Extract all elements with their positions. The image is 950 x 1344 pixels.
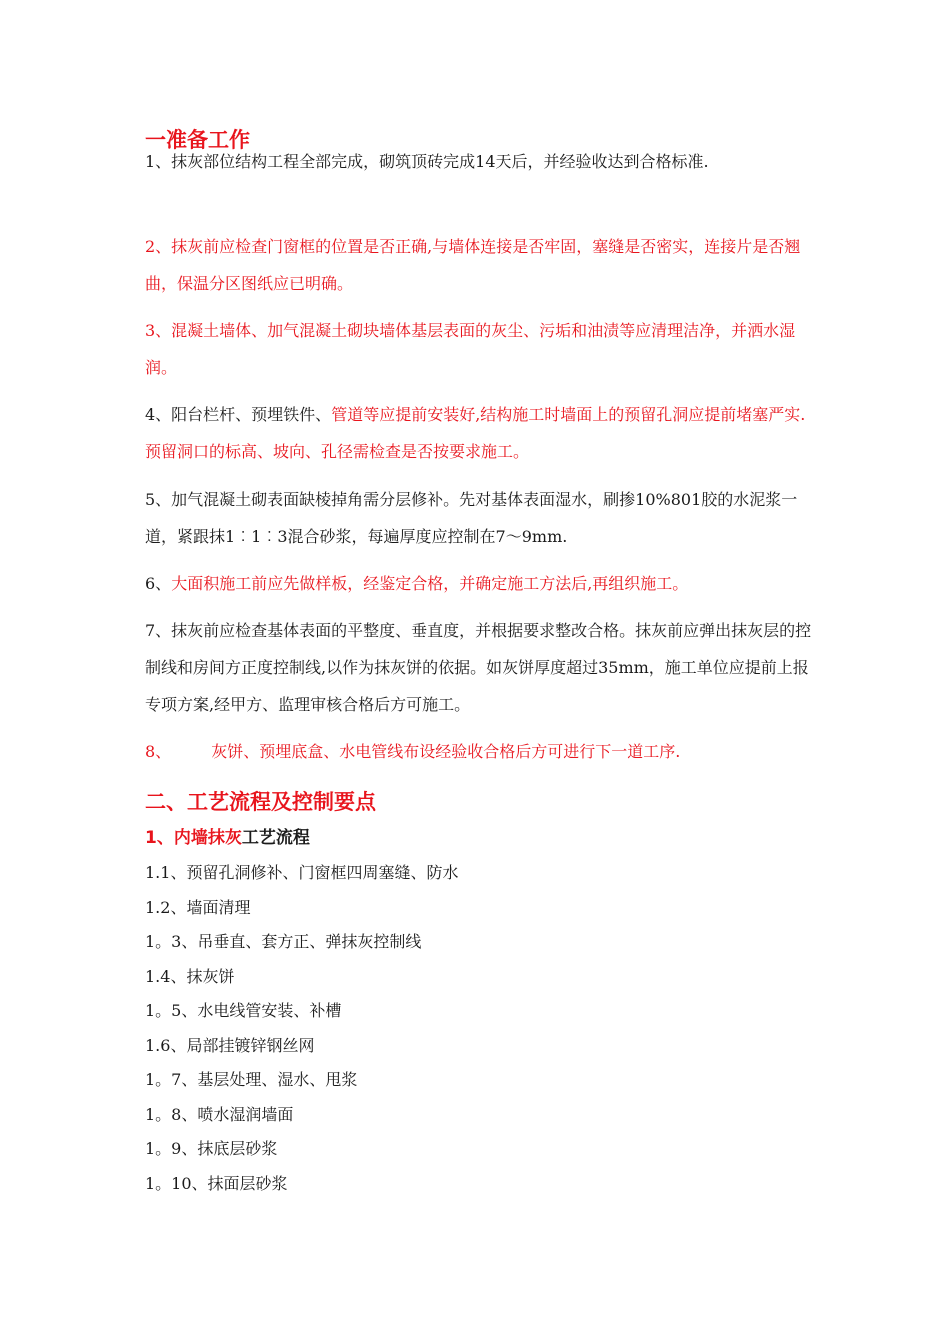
paragraph-4-part-b: 管道等 — [331, 405, 380, 424]
paragraph-4-part-c: 应提前安装好,结构施工时墙面上的预留孔洞应提前堵塞严实.预留洞口的标高、坡向、孔径需检查是否按要求施工。 — [145, 405, 806, 461]
list-item: 1。5、水电线管安装、补槽 — [145, 1001, 342, 1020]
paragraph-4 — [145, 396, 817, 470]
paragraph-2: 2、抹灰前应检查门窗框的位置是否正确,与墙体连接是否牢固，塞缝是否密实，连接片是否翘曲，保温分区图纸应已明确。 — [145, 237, 801, 293]
list-item: 1.4、抹灰饼 — [145, 967, 235, 986]
subsection-heading-black: 工艺流程 — [241, 828, 310, 848]
section-heading-preparation: 一准备工作 — [145, 128, 250, 152]
paragraph-8-number: 8、 — [145, 742, 172, 761]
list-item: 1.2、墙面清理 — [145, 898, 251, 917]
paragraph-6 — [145, 565, 817, 602]
list-item: 1.6、局部挂镀锌钢丝网 — [145, 1036, 315, 1055]
subsection-heading-red: 1、内墙抹灰 — [145, 828, 242, 848]
paragraph-7: 7、抹灰前应检查基体表面的平整度、垂直度，并根据要求整改合格。抹灰前应弹出抹灰层的控制线和房间方正度控制线,以作为抹灰饼的依据。如灰饼厚度超过35mm，施工单位应提前上报专项方案,经甲方、监理审核合格后方可施工。 — [145, 621, 812, 714]
list-item: 1.1、预留孔洞修补、门窗框四周塞缝、防水 — [145, 863, 459, 882]
list-item: 1。9、抹底层砂浆 — [145, 1139, 278, 1158]
paragraph-8-text: 灰饼、预埋底盒、水电管线布设经验收合格后方可进行下一道工序. — [211, 742, 681, 761]
paragraph-5: 5、加气混凝土砌表面缺棱掉角需分层修补。先对基体表面湿水，刷掺10%801胶的水泥浆一道，紧跟抹1︰1︰3混合砂浆，每遍厚度应控制在7～9mm. — [145, 490, 798, 546]
paragraph-6-number: 6、 — [145, 574, 172, 593]
paragraph-4-part-a: 4、阳台栏杆、预埋铁件、 — [145, 405, 332, 424]
subsection-heading — [145, 823, 310, 848]
paragraph-6-text: 大面积施工前应先做样板，经鉴定合格，并确定施工方法后,再组织施工。 — [171, 574, 689, 593]
list-item: 1。3、吊垂直、套方正、弹抹灰控制线 — [145, 932, 422, 951]
list-item: 1。10、抹面层砂浆 — [145, 1174, 288, 1193]
paragraph-8 — [145, 733, 817, 770]
section-heading-process: 二、工艺流程及控制要点 — [145, 790, 376, 814]
list-item: 1。8、喷水湿润墙面 — [145, 1105, 294, 1124]
paragraph-3: 3、混凝土墙体、加气混凝土砌块墙体基层表面的灰尘、污垢和油渍等应清理洁净，并洒水湿润。 — [145, 321, 796, 377]
list-item: 1。7、基层处理、湿水、甩浆 — [145, 1070, 358, 1089]
paragraph-1: 1、抹灰部位结构工程全部完成，砌筑顶砖完成14天后，并经验收达到合格标准. — [145, 152, 709, 171]
